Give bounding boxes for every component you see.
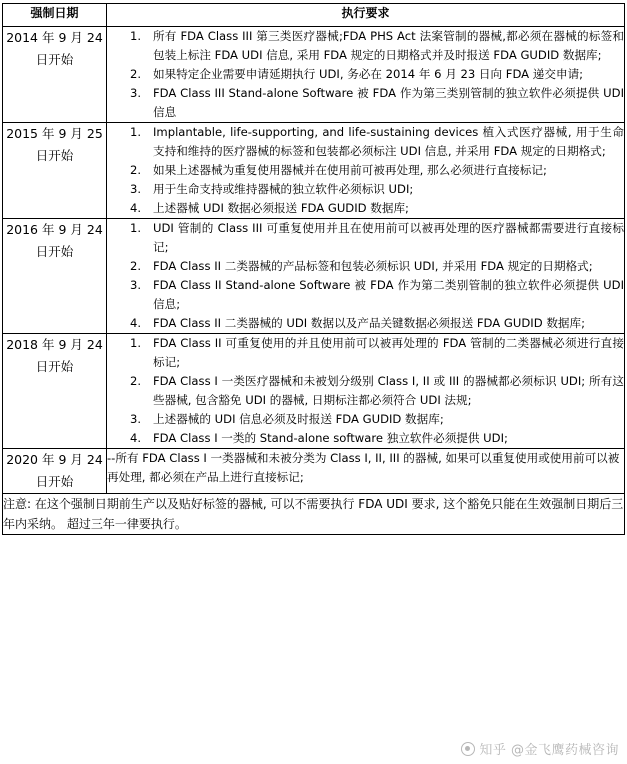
item-number: 3. xyxy=(129,182,141,196)
list-item xyxy=(107,123,624,161)
item-text: 所有 FDA Class III 第三类医疗器械;FDA PHS Act 法案管制的器械,都必须在器械的标签和包装上标注 FDA UDI 信息, 采用 FDA 规定的日期格式并及时报送 FDA GUDID 数据库; xyxy=(153,29,624,62)
row-requirements xyxy=(107,27,625,123)
list-item xyxy=(107,161,624,180)
list-item xyxy=(107,429,624,448)
list-item xyxy=(107,314,624,333)
header-date: 强制日期 xyxy=(3,4,107,27)
item-number: 2. xyxy=(129,374,141,388)
item-text: Implantable, life-supporting, and life-sustaining devices 植入式医疗器械, 用于生命支持和维持的医疗器械的标签和包装都必须标注 UDI 信息, 并采用 FDA 规定的日期格式; xyxy=(153,125,624,158)
table-header-row xyxy=(3,4,625,27)
row-date: 2016 年 9 月 24 日开始 xyxy=(3,219,107,334)
item-text: FDA Class II 二类器械的 UDI 数据以及产品关键数据必须报送 FDA GUDID 数据库; xyxy=(153,316,586,330)
table-row xyxy=(3,219,625,334)
footnote: 注意: 在这个强制日期前生产以及贴好标签的器械, 可以不需要执行 FDA UDI 要求, 这个豁免只能在生效强制日期后三年内采纳。 超过三年一律要执行。 xyxy=(3,494,625,535)
row-requirements xyxy=(107,123,625,219)
watermark-logo-icon xyxy=(461,742,475,756)
row-date: 2015 年 9 月 25 日开始 xyxy=(3,123,107,219)
list-item xyxy=(107,334,624,372)
table-row xyxy=(3,334,625,449)
table-row xyxy=(3,449,625,494)
row-date: 2018 年 9 月 24 日开始 xyxy=(3,334,107,449)
watermark-text: 知乎 @金飞鹰药械咨询 xyxy=(479,743,619,758)
item-number: 3. xyxy=(129,412,141,426)
item-number: 2. xyxy=(129,67,141,81)
item-number: 2. xyxy=(129,259,141,273)
item-text: FDA Class I 一类的 Stand-alone software 独立软件必须提供 UDI; xyxy=(153,431,508,445)
udi-schedule-table xyxy=(2,3,625,535)
list-item xyxy=(107,257,624,276)
item-number: 2. xyxy=(129,163,141,177)
item-number: 3. xyxy=(129,278,141,292)
table-row xyxy=(3,123,625,219)
item-number: 4. xyxy=(129,316,141,330)
item-number: 1. xyxy=(129,336,141,350)
item-text: FDA Class II Stand-alone Software 被 FDA 作为第二类别管制的独立软件必须提供 UDI 信息; xyxy=(153,278,624,311)
row-date: 2020 年 9 月 24 日开始 xyxy=(3,449,107,494)
item-number: 1. xyxy=(129,29,141,43)
item-number: 3. xyxy=(129,86,141,100)
item-number: 1. xyxy=(129,125,141,139)
list-item xyxy=(107,27,624,65)
item-text: FDA Class I 一类医疗器械和未被划分级别 Class I, II 或 III 的器械都必须标识 UDI; 所有这些器械, 包含豁免 UDI 的器械, 日期标注都必须符合 UDI 法规; xyxy=(153,374,624,407)
item-number: 4. xyxy=(129,201,141,215)
watermark xyxy=(461,739,619,758)
header-requirements: 执行要求 xyxy=(107,4,625,27)
list-item xyxy=(107,372,624,410)
note-row xyxy=(3,494,625,535)
row-requirements: --所有 FDA Class I 一类器械和未被分类为 Class I, II, III 的器械, 如果可以重复使用或使用前可以被再处理, 都必须在产品上进行直接标记; xyxy=(107,449,625,494)
item-text: FDA Class II 二类器械的产品标签和包装必须标识 UDI, 并采用 FDA 规定的日期格式; xyxy=(153,259,593,273)
item-number: 1. xyxy=(129,221,141,235)
item-text: 用于生命支持或维持器械的独立软件必须标识 UDI; xyxy=(153,182,414,196)
item-text: 如果上述器械为重复使用器械并在使用前可被再处理, 那么必须进行直接标记; xyxy=(153,163,547,177)
list-item xyxy=(107,276,624,314)
list-item xyxy=(107,84,624,122)
table-row xyxy=(3,27,625,123)
item-text: FDA Class II 可重复使用的并且使用前可以被再处理的 FDA 管制的二类器械必须进行直接标记; xyxy=(153,336,624,369)
list-item xyxy=(107,65,624,84)
item-text: 如果特定企业需要申请延期执行 UDI, 务必在 2014 年 6 月 23 日向 FDA 递交申请; xyxy=(153,67,584,81)
row-requirements xyxy=(107,219,625,334)
row-requirements xyxy=(107,334,625,449)
list-item xyxy=(107,410,624,429)
list-item xyxy=(107,199,624,218)
list-item xyxy=(107,219,624,257)
row-date: 2014 年 9 月 24 日开始 xyxy=(3,27,107,123)
item-number: 4. xyxy=(129,431,141,445)
requirement-list xyxy=(107,27,624,122)
list-item xyxy=(107,180,624,199)
requirement-list xyxy=(107,123,624,218)
item-text: FDA Class III Stand-alone Software 被 FDA 作为第三类别管制的独立软件必须提供 UDI 信息 xyxy=(153,86,624,119)
item-text: 上述器械的 UDI 信息必须及时报送 FDA GUDID 数据库; xyxy=(153,412,444,426)
requirement-list xyxy=(107,219,624,333)
requirement-list xyxy=(107,334,624,448)
item-text: 上述器械 UDI 数据必须报送 FDA GUDID 数据库; xyxy=(153,201,409,215)
item-text: UDI 管制的 Class III 可重复使用并且在使用前可以被再处理的医疗器械都需要进行直接标记; xyxy=(153,221,624,254)
